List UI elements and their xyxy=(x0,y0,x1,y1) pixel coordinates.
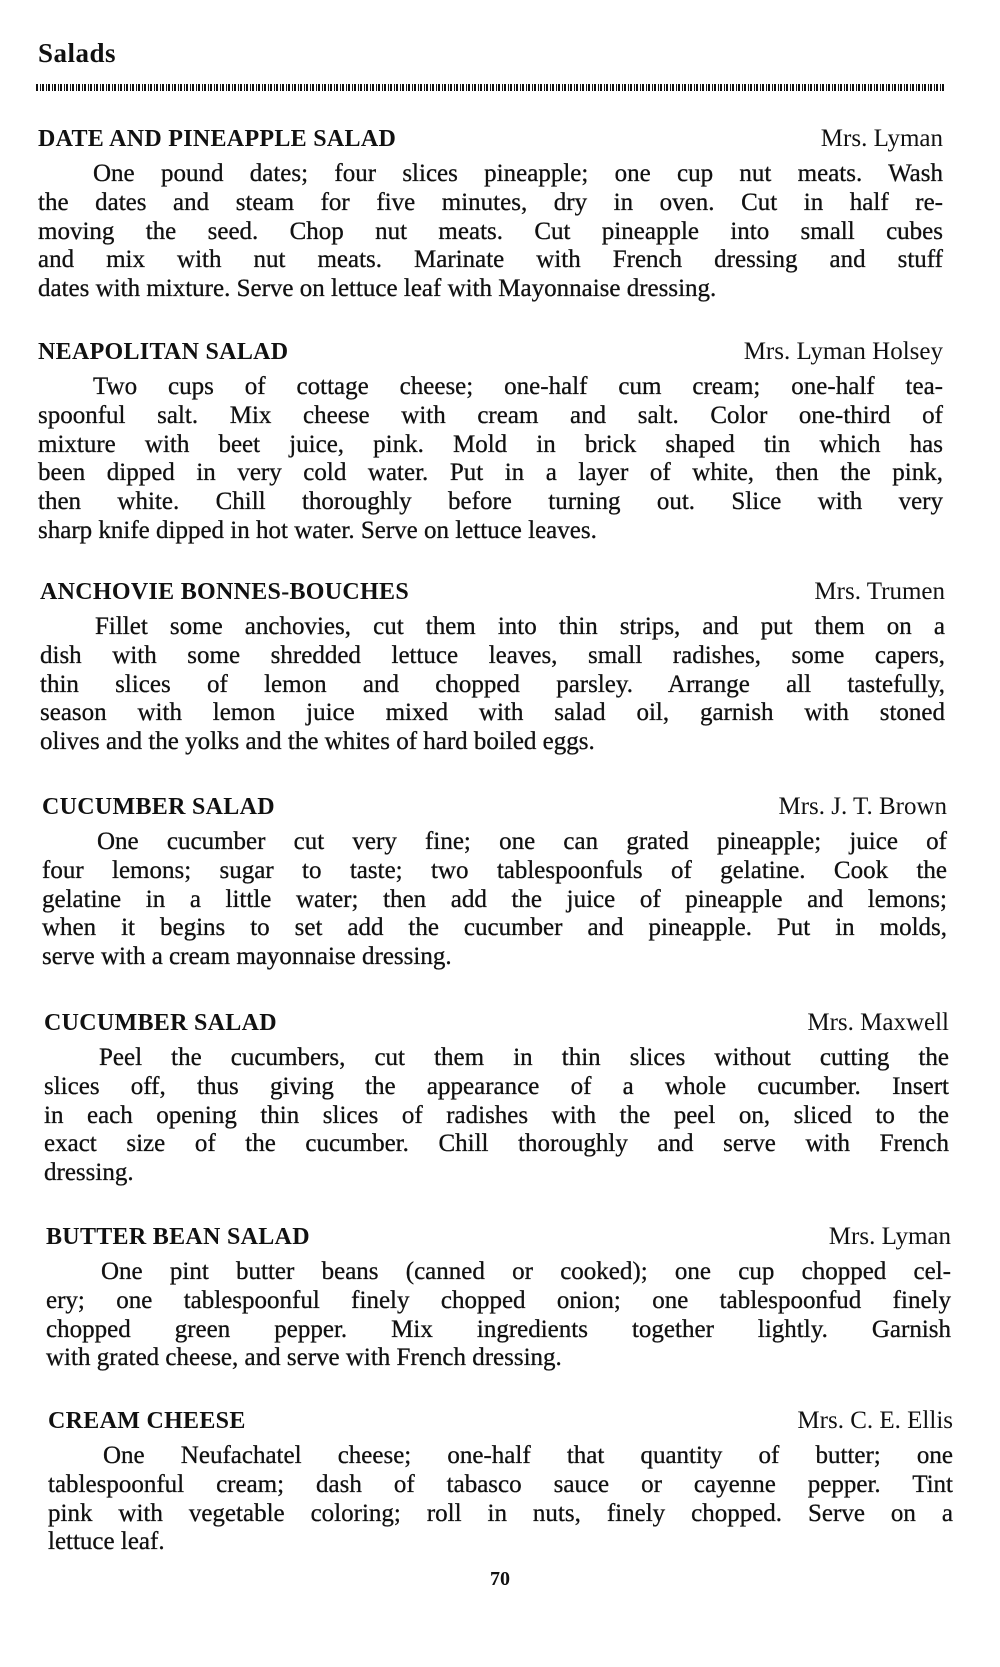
recipe-text-line: and mix with nut meats. Marinate with French dressing and stuff xyxy=(38,246,943,274)
recipe-text-line: dressing. xyxy=(44,1159,134,1187)
recipe-text-line: ery; one tablespoonful finely chopped onion; one tablespoonfud finely xyxy=(46,1286,951,1314)
recipe-body xyxy=(38,373,943,546)
recipe-text-line: mixture with beet juice, pink. Mold in brick shaped tin which has xyxy=(38,430,943,458)
recipe-text-line: exact size of the cucumber. Chill thoroughly and serve with French xyxy=(44,1130,949,1158)
recipe-text-line: the dates and steam for five minutes, dry in oven. Cut in half re- xyxy=(38,188,943,216)
recipe-text-line: in each opening thin slices of radishes with the peel on, sliced to the xyxy=(44,1101,949,1129)
recipe-title: BUTTER BEAN SALAD xyxy=(46,1224,310,1250)
page-number: 70 xyxy=(490,1568,510,1590)
recipe-text-line: then white. Chill thoroughly before turning out. Slice with very xyxy=(38,488,943,516)
recipe-text-line: season with lemon juice mixed with salad oil, garnish with stoned xyxy=(40,699,945,727)
recipe-author: Mrs. C. E. Ellis xyxy=(797,1407,953,1434)
recipe-header xyxy=(38,124,943,154)
recipe-body xyxy=(46,1258,951,1373)
recipe-author: Mrs. Lyman Holsey xyxy=(743,338,943,365)
recipe-title: ANCHOVIE BONNES-BOUCHES xyxy=(40,579,409,605)
recipe-text-line: pink with vegetable coloring; roll in nuts, finely chopped. Serve on a xyxy=(48,1499,953,1527)
recipe-text-line: One pint butter beans (canned or cooked); one cup chopped cel- xyxy=(101,1258,951,1285)
recipe-text-line: serve with a cream mayonnaise dressing. xyxy=(42,943,452,971)
recipe-text-line: lettuce leaf. xyxy=(48,1528,165,1556)
recipe-text-line: Two cups of cottage cheese; one-half cum cream; one-half tea- xyxy=(93,373,943,400)
recipe-body xyxy=(42,828,947,972)
recipe-author: Mrs. Trumen xyxy=(814,578,945,605)
recipe-author: Mrs. J. T. Brown xyxy=(778,793,947,820)
recipe-text-line: Fillet some anchovies, cut them into thin strips, and put them on a xyxy=(95,613,945,640)
recipe-text-line: One pound dates; four slices pineapple; one cup nut meats. Wash xyxy=(93,160,943,187)
recipe-body xyxy=(38,160,943,304)
recipe-text-line: One cucumber cut very fine; one can grated pineapple; juice of xyxy=(97,828,947,855)
recipe-text-line: tablespoonful cream; dash of tabasco sauce or cayenne pepper. Tint xyxy=(48,1470,953,1498)
recipe-text-line: slices off, thus giving the appearance of a whole cucumber. Insert xyxy=(44,1072,949,1100)
recipe-text-line: moving the seed. Chop nut meats. Cut pineapple into small cubes xyxy=(38,217,943,245)
recipe-text-line: thin slices of lemon and chopped parsley. Arrange all tastefully, xyxy=(40,670,945,698)
recipe-text-line: four lemons; sugar to taste; two tablespoonfuls of gelatine. Cook the xyxy=(42,856,947,884)
recipe-text-line: with grated cheese, and serve with French dressing. xyxy=(46,1344,562,1372)
recipe-text-line: dates with mixture. Serve on lettuce leaf with Mayonnaise dressing. xyxy=(38,275,717,303)
recipe-text-line: when it begins to set add the cucumber and pineapple. Put in molds, xyxy=(42,914,947,942)
recipe xyxy=(38,124,943,304)
recipe xyxy=(48,1406,953,1557)
section-title: Salads xyxy=(38,38,117,68)
recipe xyxy=(44,1008,949,1188)
recipe xyxy=(38,337,943,546)
recipe-body xyxy=(48,1442,953,1557)
recipe-header xyxy=(38,337,943,367)
decorative-rule xyxy=(36,84,946,91)
recipe-header xyxy=(44,1008,949,1038)
recipe-text-line: been dipped in very cold water. Put in a layer of white, then the pink, xyxy=(38,459,943,487)
recipe-author: Mrs. Lyman xyxy=(828,1223,951,1250)
recipe-text-line: Peel the cucumbers, cut them in thin slices without cutting the xyxy=(99,1044,949,1071)
recipe-header xyxy=(40,577,945,607)
recipe-text-line: gelatine in a little water; then add the juice of pineapple and lemons; xyxy=(42,885,947,913)
recipe-body xyxy=(40,613,945,757)
recipe xyxy=(46,1222,951,1373)
recipe xyxy=(42,792,947,972)
recipe-text-line: dish with some shredded lettuce leaves, small radishes, some capers, xyxy=(40,641,945,669)
recipe-header xyxy=(46,1222,951,1252)
recipe-author: Mrs. Maxwell xyxy=(807,1009,949,1036)
recipe-header xyxy=(42,792,947,822)
recipe-text-line: One Neufachatel cheese; one-half that quantity of butter; one xyxy=(103,1442,953,1469)
recipe-text-line: chopped green pepper. Mix ingredients together lightly. Garnish xyxy=(46,1315,951,1343)
recipe-author: Mrs. Lyman xyxy=(820,125,943,152)
recipe-title: DATE AND PINEAPPLE SALAD xyxy=(38,126,397,152)
recipe-text-line: sharp knife dipped in hot water. Serve on lettuce leaves. xyxy=(38,516,597,544)
recipe-header xyxy=(48,1406,953,1436)
recipe-body xyxy=(44,1044,949,1188)
recipe-title: CUCUMBER SALAD xyxy=(44,1010,277,1036)
recipe-title: NEAPOLITAN SALAD xyxy=(38,339,289,365)
recipe-text-line: olives and the yolks and the whites of hard boiled eggs. xyxy=(40,728,595,756)
recipe xyxy=(40,577,945,757)
recipe-text-line: spoonful salt. Mix cheese with cream and salt. Color one-third of xyxy=(38,401,943,429)
recipe-title: CUCUMBER SALAD xyxy=(42,794,275,820)
recipe-title: CREAM CHEESE xyxy=(48,1408,246,1434)
